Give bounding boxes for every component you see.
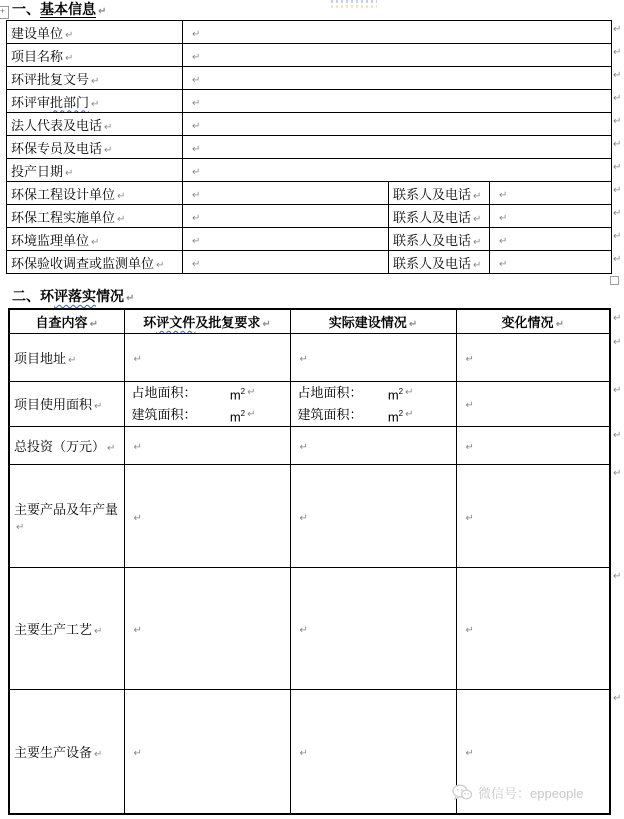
contact-label: 联系人及电话	[393, 232, 472, 248]
pilcrow-mark: ↵	[126, 293, 135, 304]
column-header-label: 变化情况	[501, 314, 554, 330]
pilcrow-mark: ↵	[156, 259, 165, 271]
section1-title-text: 基本信息	[40, 1, 96, 17]
contact-label-cell	[389, 205, 490, 228]
pilcrow-mark: ↵	[299, 442, 308, 454]
pilcrow-mark: ↵	[465, 512, 474, 524]
pilcrow-mark: ↵	[133, 353, 142, 365]
field-label-cell	[7, 90, 183, 113]
field-label-cell	[7, 228, 183, 251]
table-move-handle[interactable]: +	[0, 6, 9, 19]
contact-label-cell	[389, 182, 490, 205]
table-row	[7, 159, 612, 182]
row-label: 主要生产设备	[14, 744, 93, 760]
area-label: 建筑面积：	[131, 407, 197, 423]
area-label: 建筑面积：	[297, 407, 363, 423]
pilcrow-mark: ↵	[465, 747, 474, 759]
table-row	[7, 67, 612, 90]
field-value-cell[interactable]	[183, 21, 612, 44]
field-label-cell	[7, 205, 183, 228]
area-unit: $m^2$	[229, 386, 246, 402]
data-cell[interactable]	[456, 333, 610, 381]
data-cell[interactable]	[290, 465, 456, 568]
pilcrow-mark: ↵	[192, 189, 201, 201]
field-label-cell	[7, 113, 183, 136]
row-label: 主要产品及年产量	[14, 502, 119, 518]
data-cell[interactable]	[456, 427, 610, 465]
column-header-actual	[290, 309, 456, 333]
field-label-cell	[7, 21, 183, 44]
area-unit: $m^2$	[387, 408, 404, 425]
field-label-cell	[7, 182, 183, 205]
pilcrow-mark: ↵	[91, 236, 100, 248]
section1-prefix: 一、	[12, 1, 40, 17]
pilcrow-mark: ↵	[133, 512, 142, 524]
data-cell[interactable]	[290, 690, 456, 814]
pilcrow-mark: ↵	[262, 318, 271, 330]
contact-value-cell[interactable]	[490, 228, 612, 251]
table-row	[9, 427, 610, 465]
data-cell[interactable]	[124, 568, 290, 690]
field-label-cell	[7, 136, 183, 159]
pilcrow-mark: ↵	[192, 212, 201, 224]
field-label: 环评审	[11, 94, 51, 110]
column-header-label: 及批复要求	[195, 314, 261, 330]
field-value-cell[interactable]	[183, 205, 389, 228]
end-of-row-mark: ↵	[613, 430, 622, 441]
pilcrow-mark: ↵	[192, 143, 201, 155]
pilcrow-mark: ↵	[405, 386, 414, 398]
column-header-requirements	[124, 309, 290, 333]
pilcrow-mark: ↵	[91, 98, 100, 110]
table-row	[9, 465, 610, 568]
end-of-row-mark: ↵	[613, 571, 622, 582]
pilcrow-mark: ↵	[473, 236, 482, 248]
column-header-changes	[456, 309, 610, 333]
pilcrow-mark: ↵	[473, 213, 482, 225]
pilcrow-mark: ↵	[192, 166, 201, 178]
section2-text-misspelled: 评落实	[54, 288, 96, 304]
field-label-cell	[7, 251, 183, 274]
pilcrow-mark: ↵	[133, 747, 142, 759]
pilcrow-mark: ↵	[555, 318, 564, 330]
data-cell[interactable]	[290, 333, 456, 381]
table-row	[9, 568, 610, 690]
contact-label: 联系人及电话	[393, 255, 472, 271]
pilcrow-mark: ↵	[107, 443, 116, 455]
table-row	[7, 228, 612, 251]
contact-label-cell	[389, 251, 490, 274]
pilcrow-mark: ↵	[499, 258, 508, 270]
end-of-row-mark: ↵	[613, 185, 622, 196]
field-label: 法人代表及电话	[11, 117, 103, 133]
field-value-cell[interactable]	[183, 90, 612, 113]
pilcrow-mark: ↵	[192, 51, 201, 63]
section1-title	[12, 0, 106, 18]
table-row	[7, 182, 612, 205]
pilcrow-mark: ↵	[465, 400, 474, 412]
pilcrow-mark: ↵	[247, 408, 256, 420]
pilcrow-mark: ↵	[299, 747, 308, 759]
end-of-row-mark: ↵	[613, 385, 622, 396]
pilcrow-mark: ↵	[94, 401, 103, 413]
field-label-cell	[7, 44, 183, 67]
pilcrow-mark: ↵	[98, 6, 107, 17]
end-of-row-mark: ↵	[613, 70, 622, 81]
pilcrow-mark: ↵	[247, 386, 256, 398]
row-label: 项目地址	[14, 350, 67, 366]
field-label-cell	[7, 67, 183, 90]
contact-value-cell[interactable]	[490, 205, 612, 228]
table-row	[7, 21, 612, 44]
end-of-row-mark: ↵	[613, 208, 622, 219]
data-cell[interactable]	[124, 690, 290, 814]
pilcrow-mark: ↵	[299, 353, 308, 365]
pilcrow-mark: ↵	[192, 258, 201, 270]
end-of-row-mark: ↵	[613, 139, 622, 150]
pilcrow-mark: ↵	[299, 512, 308, 524]
row-label-cell	[9, 427, 124, 465]
field-label: 环保验收调查或监测单位	[11, 255, 155, 271]
pilcrow-mark: ↵	[465, 625, 474, 637]
wechat-icon	[452, 784, 472, 801]
pilcrow-mark: ↵	[94, 748, 103, 760]
eia-implementation-table	[8, 308, 611, 815]
end-of-row-mark: ↵	[613, 93, 622, 104]
pilcrow-mark: ↵	[499, 189, 508, 201]
column-header-label: 自查内容	[35, 314, 88, 330]
table-row	[7, 205, 612, 228]
area-unit: $m^2$	[229, 408, 246, 425]
column-header-label: 环	[143, 314, 157, 330]
pilcrow-mark: ↵	[192, 74, 201, 86]
field-value-cell[interactable]	[183, 136, 612, 159]
table-row	[7, 90, 612, 113]
data-cell[interactable]	[290, 568, 456, 690]
contact-value-cell[interactable]	[490, 251, 612, 274]
field-label: 建设单位	[11, 25, 64, 41]
field-label: 环保工程实施单位	[11, 209, 116, 225]
top-dots-decoration	[331, 0, 377, 8]
pilcrow-mark: ↵	[117, 213, 126, 225]
data-cell[interactable]	[124, 427, 290, 465]
contact-label: 联系人及电话	[393, 209, 472, 225]
pilcrow-mark: ↵	[91, 75, 100, 87]
section2-title	[12, 287, 134, 305]
area-line	[291, 382, 456, 404]
data-cell[interactable]	[456, 465, 610, 568]
pilcrow-mark: ↵	[16, 522, 25, 534]
pilcrow-mark: ↵	[405, 408, 414, 420]
end-of-row-mark: ↵	[613, 231, 622, 242]
row-label-cell	[9, 465, 124, 568]
pilcrow-mark: ↵	[499, 212, 508, 224]
end-of-row-mark: ↵	[613, 468, 622, 479]
table-row	[7, 136, 612, 159]
field-label: 环保专员及电话	[11, 140, 103, 156]
pilcrow-mark: ↵	[104, 121, 113, 133]
pilcrow-mark: ↵	[133, 442, 142, 454]
pilcrow-mark: ↵	[89, 318, 98, 330]
row-label-cell	[9, 381, 124, 427]
pilcrow-mark: ↵	[499, 235, 508, 247]
field-value-cell[interactable]	[183, 113, 612, 136]
contact-value-cell[interactable]	[490, 182, 612, 205]
field-value-cell[interactable]	[183, 182, 389, 205]
pilcrow-mark: ↵	[299, 625, 308, 637]
table-row	[7, 251, 612, 274]
field-label-misspelled: 批部门	[50, 94, 90, 110]
data-cell[interactable]	[124, 333, 290, 381]
field-label: 投产日期	[11, 163, 64, 179]
area-line	[291, 404, 456, 426]
table-row	[7, 113, 612, 136]
pilcrow-mark: ↵	[465, 353, 474, 365]
column-header-selfcheck	[9, 309, 124, 333]
pilcrow-mark: ↵	[65, 29, 74, 41]
field-value-cell[interactable]	[183, 67, 612, 90]
header-row	[9, 309, 610, 333]
pilcrow-mark: ↵	[104, 144, 113, 156]
pilcrow-mark: ↵	[94, 626, 103, 638]
table-row	[9, 333, 610, 381]
pilcrow-mark: ↵	[473, 259, 482, 271]
data-cell[interactable]	[124, 465, 290, 568]
pilcrow-mark: ↵	[473, 190, 482, 202]
pilcrow-mark: ↵	[408, 318, 418, 330]
row-label: 总投资（万元）	[14, 439, 106, 455]
row-label: 项目使用面积	[14, 397, 93, 413]
row-label-cell	[9, 690, 124, 814]
end-of-row-mark: ↵	[613, 313, 622, 324]
area-unit: $m^2$	[387, 386, 404, 402]
field-label: 环境监理单位	[11, 232, 90, 248]
end-of-row-mark: ↵	[613, 693, 622, 704]
end-of-row-mark: ↵	[613, 24, 622, 35]
table-row	[7, 44, 612, 67]
field-value-cell[interactable]	[183, 228, 389, 251]
area-label: 占地面积：	[131, 385, 197, 401]
pilcrow-mark: ↵	[192, 97, 201, 109]
row-label-cell	[9, 333, 124, 381]
pilcrow-mark: ↵	[192, 120, 201, 132]
end-of-row-mark: ↵	[613, 116, 622, 127]
area-line	[125, 382, 290, 404]
table-row	[9, 381, 610, 427]
field-label: 项目名称	[11, 48, 64, 64]
basic-info-table	[6, 20, 612, 274]
field-label-cell	[7, 159, 183, 182]
contact-label-cell	[389, 228, 490, 251]
row-label: 主要生产工艺	[14, 622, 93, 638]
column-header-misspelled: 评文件	[156, 314, 196, 330]
area-label: 占地面积：	[297, 385, 363, 401]
pilcrow-mark: ↵	[65, 167, 74, 179]
row-label-cell	[9, 568, 124, 690]
end-of-row-mark: ↵	[613, 254, 622, 265]
pilcrow-mark: ↵	[192, 28, 201, 40]
field-label: 环评批复文号	[11, 71, 90, 87]
pilcrow-mark: ↵	[465, 442, 474, 454]
pilcrow-mark: ↵	[65, 52, 74, 64]
section2-text-a: 二、环	[12, 288, 54, 304]
contact-label: 联系人及电话	[393, 186, 472, 202]
end-of-row-mark: ↵	[613, 337, 622, 348]
area-line	[125, 404, 290, 426]
column-header-label: 实际建设情况	[328, 314, 407, 330]
pilcrow-mark: ↵	[133, 625, 142, 637]
data-cell[interactable]	[290, 381, 456, 427]
section2-text-b: 情况	[96, 288, 124, 304]
end-of-row-mark: ↵	[613, 47, 622, 58]
watermark-text: 微信号：eppeople	[478, 785, 584, 801]
table-resize-handle[interactable]	[610, 276, 619, 285]
pilcrow-mark: ↵	[192, 235, 201, 247]
pilcrow-mark: ↵	[117, 190, 126, 202]
pilcrow-mark: ↵	[68, 354, 77, 366]
data-cell[interactable]	[124, 381, 290, 427]
field-value-cell[interactable]	[183, 44, 612, 67]
watermark	[452, 780, 610, 804]
field-value-cell[interactable]	[183, 159, 612, 182]
field-label: 环保工程设计单位	[11, 186, 116, 202]
field-value-cell[interactable]	[183, 251, 389, 274]
end-of-row-mark: ↵	[613, 162, 622, 173]
data-cell[interactable]	[290, 427, 456, 465]
data-cell[interactable]	[456, 381, 610, 427]
data-cell[interactable]	[456, 568, 610, 690]
